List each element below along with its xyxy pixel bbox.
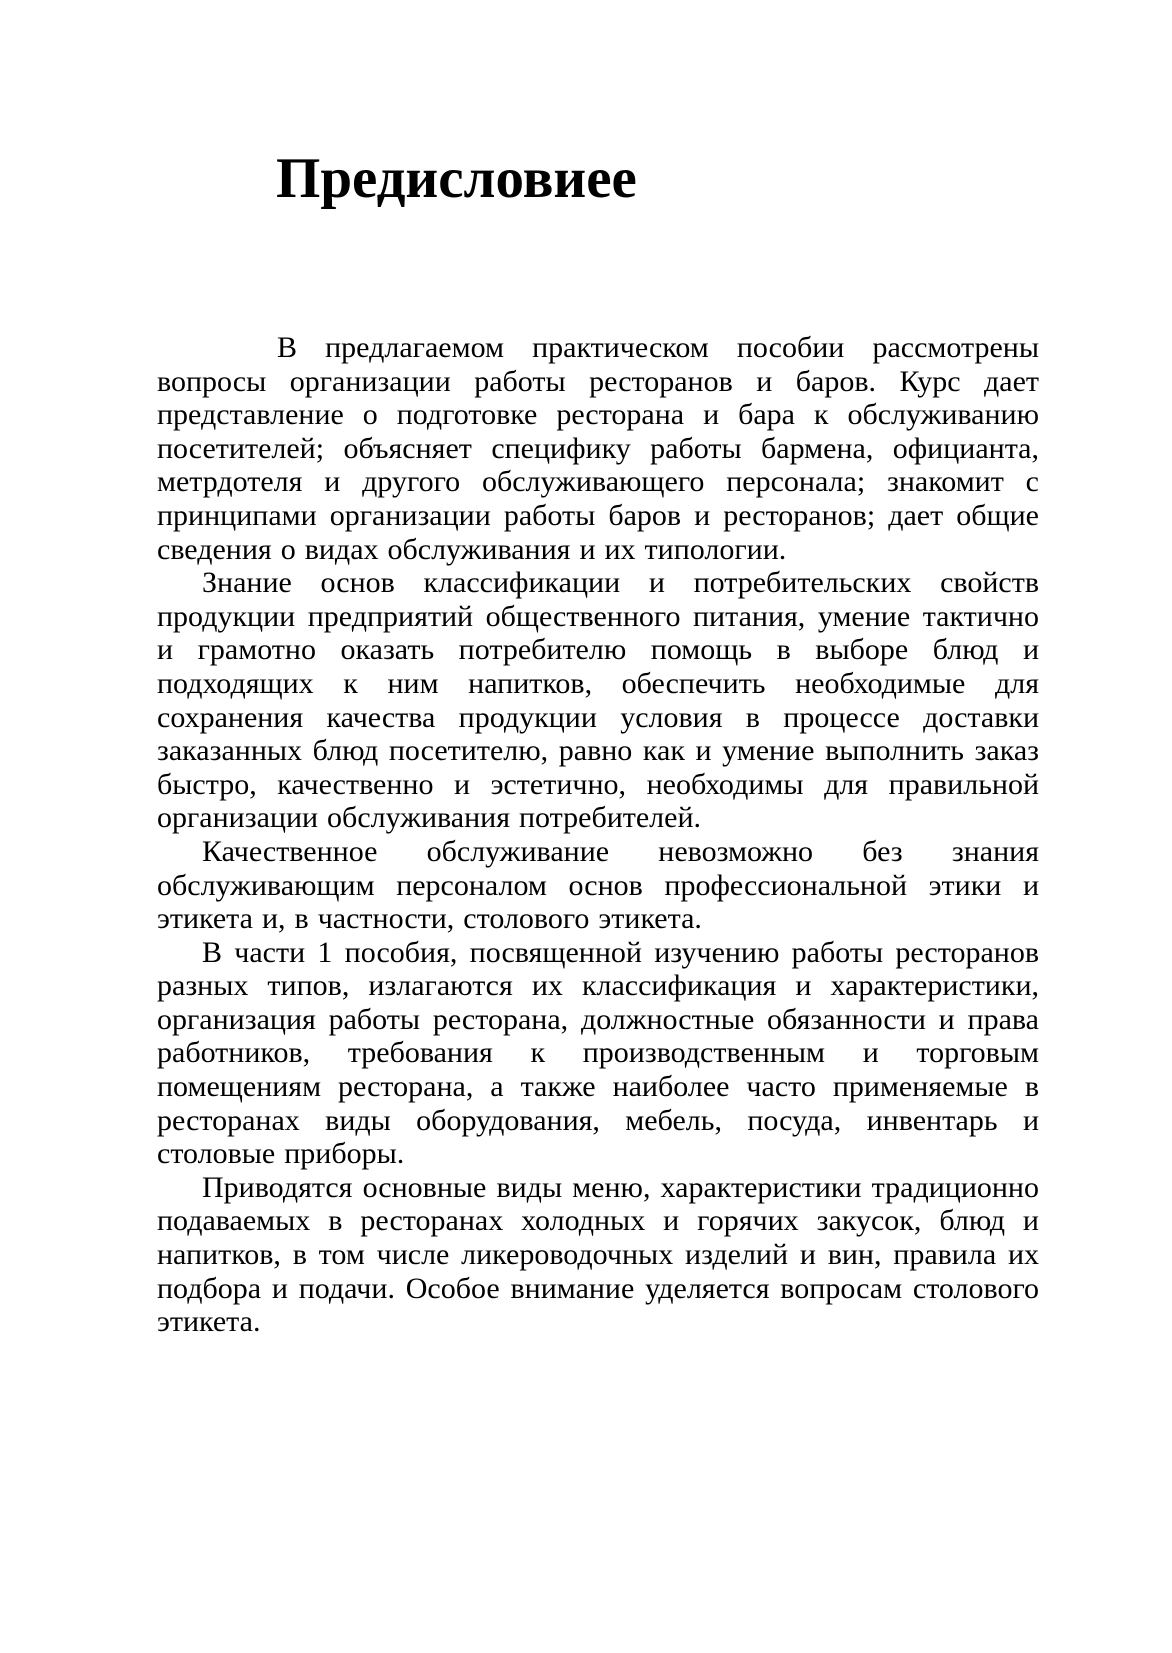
document-body <box>157 331 1039 1339</box>
paragraph-quality-service: Качественное обслуживание невозможно без знания обслуживающим персоналом основ профессиональной этики и этикета и, в частности, столового этикета. <box>157 834 1039 936</box>
paragraph-knowledge: Знание основ классификации и потребительских свойств продукции предприятий общественного питания, умение тактично и грамотно оказать потребителю помощь в выборе блюд и подходящих к ним напитков, обеспечить необходимые для сохранения качества продукции условия в процессе доставки заказанных блюд посетителю, равно как и умение выполнить заказ быстро, качественно и эстетично, необходимы для правильной организации обслуживания потребителей. <box>157 566 1039 835</box>
paragraph-part-one: В части 1 пособия, посвященной изучению работы ресторанов разных типов, излагаются их классификация и характеристики, организация работы ресторана, должностные обязанности и права работников, требования к производственным и торговым помещениям ресторана, а также наиболее часто применяемые в ресторанах виды оборудования, мебель, посуда, инвентарь и столовые приборы. <box>157 935 1039 1171</box>
page-title: Предисловиее <box>276 147 637 210</box>
paragraph-menus: Приводятся основные виды меню, характеристики традиционно подаваемых в ресторанах холодных и горячих закусок, блюд и напитков, в том числе ликероводочных изделий и вин, правила их подбора и подачи. Особое внимание уделяется вопросам столового этикета. <box>157 1170 1039 1339</box>
paragraph-intro: В предлагаемом практическом пособии рассмотрены вопросы организации работы ресторанов и баров. Курс дает представление о подготовке ресторана и бара к обслуживанию посетителей; объясняет специфику работы бармена, официанта, метрдотеля и другого обслуживающего персонала; знакомит с принципами организации работы баров и ресторанов; дает общие сведения о видах обслуживания и их типологии. <box>157 331 1039 566</box>
